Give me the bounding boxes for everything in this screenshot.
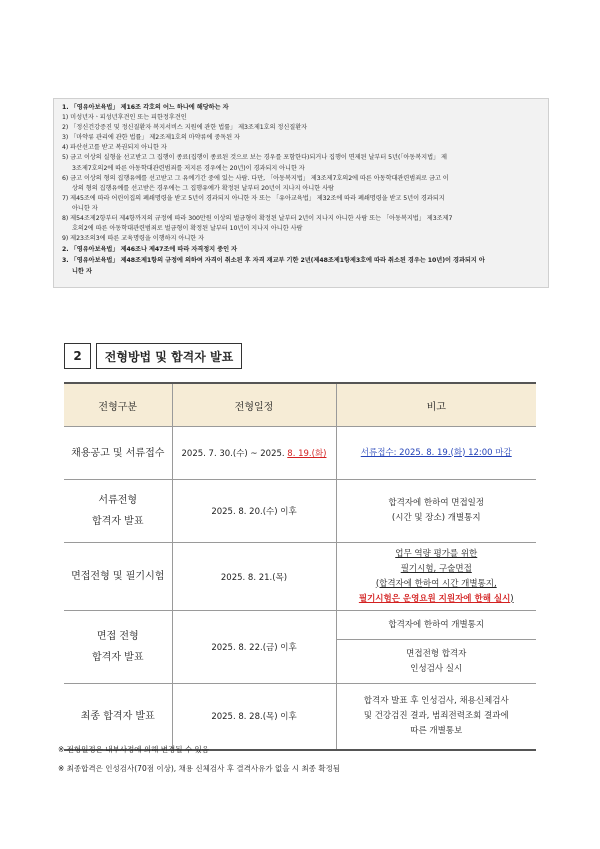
- eligibility-line: 5) 금고 이상의 실형을 선고받고 그 집행이 종료(집행이 종료된 것으로 보는 경우를 포함한다)되거나 집행이 면제된 날부터 5년(「아동복지법」 제: [62, 154, 447, 162]
- section-header: [64, 343, 242, 369]
- eligibility-box: [53, 98, 549, 288]
- header-category: 전형구분: [64, 383, 172, 427]
- note-line: (시간 및 장소) 개별통지: [391, 513, 481, 523]
- eligibility-line: 아니한 자: [72, 204, 98, 212]
- eligibility-line: 2) 「정신건강증진 및 정신질환자 복지서비스 지원에 관한 법률」 제3조제1호의 정신질환자: [62, 124, 308, 132]
- row-note: [336, 480, 536, 543]
- eligibility-line: 1) 미성년자ㆍ피성년후견인 또는 피한정후견인: [62, 114, 187, 122]
- row-label: [64, 611, 172, 684]
- row-note: [336, 684, 536, 750]
- row-date: [172, 427, 336, 480]
- row-note: [336, 640, 536, 684]
- note-line: 및 건강검진 결과, 범죄전력조회 결과에: [363, 710, 509, 721]
- note-line: 합격자에 한하여 면접일정: [388, 498, 485, 508]
- section-title: 전형방법 및 합격자 발표: [96, 343, 242, 369]
- footnote: ※ 최종합격은 인성검사(70점 이상), 채용 신체검사 후 결격사유가 없을 시 최종 확정됨: [58, 764, 341, 773]
- row-label-text: 합격자 발표: [92, 516, 144, 527]
- header-schedule: 전형일정: [172, 383, 336, 427]
- row-note: [336, 543, 536, 611]
- eligibility-line: 호의2에 따른 아동학대관련범죄로 벌금형이 확정된 날부터 10년이 지나지 아니한 사람: [72, 225, 303, 233]
- header-note: 비고: [336, 383, 536, 427]
- row-label-text: 채용공고 및 서류접수: [71, 447, 165, 459]
- date-text: 2025. 7. 30.(수) ~ 2025.: [181, 449, 288, 459]
- deadline-date: 8. 19.(화): [287, 449, 327, 459]
- eligibility-line: 7) 제45조에 따라 어린이집의 폐쇄명령을 받고 5년이 경과되지 아니한 자 또는 「유아교육법」 제32조에 따라 폐쇄명령을 받고 5년이 경과되지: [62, 194, 445, 202]
- note-line: 필기시험, 구술면접: [400, 563, 472, 574]
- row-label-text: 서류전형: [98, 495, 138, 506]
- table-header-row: [64, 383, 536, 427]
- deadline-note: 서류접수: 2025. 8. 19.(화) 12:00 마감: [360, 447, 512, 458]
- row-label: 최종 합격자 발표: [64, 684, 172, 750]
- table-row: [64, 684, 536, 750]
- row-date: 2025. 8. 20.(수) 이후: [172, 480, 336, 543]
- note-line: 면접전형 합격자: [406, 648, 467, 659]
- row-label-text: 면접 전형: [96, 631, 139, 642]
- eligibility-line: 9) 제23조의3에 따른 교육명령을 이행하지 아니한 자: [62, 235, 205, 243]
- row-date: 2025. 8. 21.(목): [172, 543, 336, 611]
- row-note: [336, 427, 536, 480]
- eligibility-line: 3조제7호의2에 따른 아동학대관련범죄를 저지른 경우에는 20년)이 경과되지 아니한 자: [72, 164, 305, 172]
- note-line-highlight: 필기시험은 운영요원 지원자에 한해 실시: [358, 593, 511, 604]
- row-date: 2025. 8. 22.(금) 이후: [172, 611, 336, 684]
- eligibility-line: 8) 제54조제2항부터 제4항까지의 규정에 따라 300만원 이상의 벌금형이 확정된 날부터 2년이 지나지 아니한 사람 또는 「아동복지법」 제3조제7: [62, 215, 453, 223]
- schedule-table: [64, 382, 536, 751]
- row-label-text: 합격자 발표: [92, 652, 144, 663]
- table-row: [64, 611, 536, 640]
- note-line: 인성검사 실시: [410, 663, 463, 674]
- eligibility-line: 상의 형의 집행유예를 선고받은 경우에는 그 집행유예가 확정된 날부터 20년이 지나지 아니한 사람: [72, 184, 334, 192]
- footnote: ※ 전형일정은 내부사정에 의해 변경될 수 있음: [58, 745, 209, 754]
- note-line: 합격자 발표 후 인성검사, 채용신체검사: [363, 695, 509, 706]
- row-label: 면접전형 및 필기시험: [64, 543, 172, 611]
- row-note: 합격자에 한하여 개별통지: [336, 611, 536, 640]
- section-number: 2: [64, 343, 91, 369]
- note-line: ): [510, 593, 514, 604]
- eligibility-line: 니한 자: [72, 267, 92, 275]
- eligibility-line: 2. 「영유아보육법」 제46조나 제47조에 따라 자격정지 중인 자: [62, 246, 238, 254]
- table-row: [64, 427, 536, 480]
- note-line: 따른 개별통보: [410, 725, 463, 736]
- note-line: 업무 역량 평가를 위한: [395, 548, 478, 559]
- eligibility-line: 4) 파산선고를 받고 복권되지 아니한 자: [62, 144, 167, 152]
- eligibility-line: 6) 금고 이상의 형의 집행유예를 선고받고 그 유예기간 중에 있는 사람. 다만, 「아동복지법」 제3조제7호의2에 따른 아동학대관련범죄로 금고 이: [62, 174, 449, 182]
- row-label: [64, 480, 172, 543]
- table-row: [64, 480, 536, 543]
- eligibility-line: 1. 「영유아보육법」 제16조 각호의 어느 하나에 해당하는 자: [62, 104, 229, 111]
- eligibility-line: 3. 「영유아보육법」 제48조제1항의 규정에 의하여 자격이 취소된 후 자격 재교부 기한 2년(제48조제1항제3호에 따라 취소된 경우는 10년)이 경과되지 아: [62, 257, 485, 265]
- table-row: [64, 543, 536, 611]
- note-line: (합격자에 한하여 시간 개별통지,: [375, 578, 497, 589]
- row-date: 2025. 8. 28.(목) 이후: [172, 684, 336, 750]
- row-label: [64, 427, 172, 480]
- eligibility-line: 3) 「마약류 관리에 관한 법률」 제2조제1호의 마약류에 중독된 자: [62, 134, 240, 142]
